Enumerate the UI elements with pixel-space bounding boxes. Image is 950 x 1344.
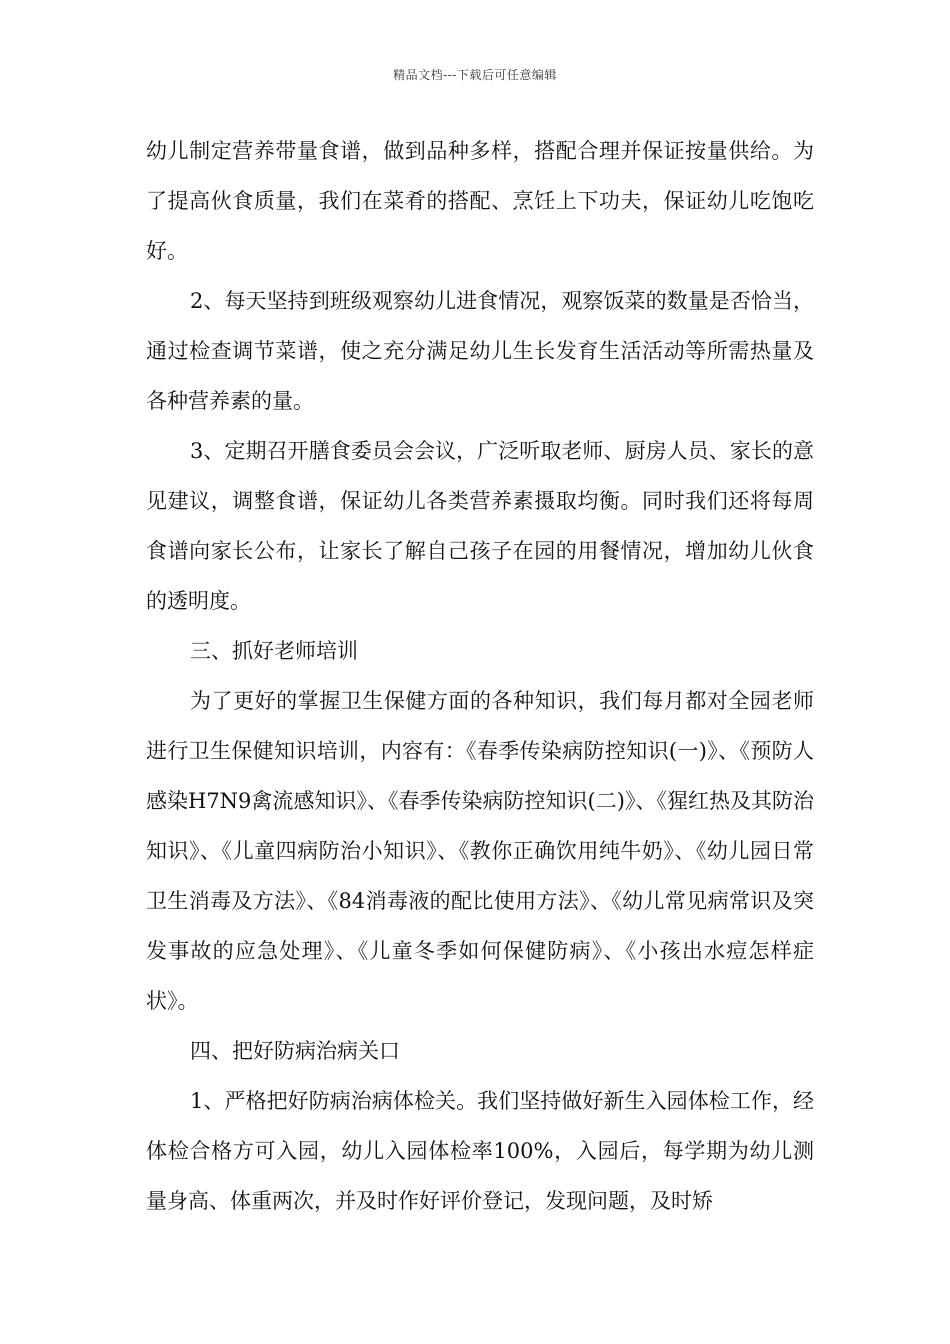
page-header: 精品文档---下载后可任意编辑 xyxy=(393,68,557,82)
paragraph-training-topics: 为了更好的掌握卫生保健方面的各种知识，我们每月都对全园老师进行卫生保健知识培训，内容有：《春季传染病防控知识(一)》、《预防人感染H7N9禽流感知识》、《春季传染病防控知识(二)》、《猩红热及其防治知识》、《儿童四病防治小知识》、《教你正确饮用纯牛奶》、《幼儿园日常卫生消毒及方法》、《84消毒液的配比使用方法》、《幼儿常见病常识及突发事故的应急处理》、《儿童冬季如何保健防病》、《小孩出水痘怎样症状》。 xyxy=(146,689,814,1013)
paragraph-meal-observation: 2、每天坚持到班级观察幼儿进食情况，观察饭菜的数量是否恰当，通过检查调节菜谱，使之充分满足幼儿生长发育生活活动等所需热量及各种营养素的量。 xyxy=(146,289,814,413)
paragraph-meal-committee: 3、定期召开膳食委员会会议，广泛听取老师、厨房人员、家长的意见建议，调整食谱，保证幼儿各类营养素摄取均衡。同时我们还将每周食谱向家长公布，让家长了解自己孩子在园的用餐情况，增加幼儿伙食的透明度。 xyxy=(146,439,814,613)
section-heading-disease-prevention: 四、把好防病治病关口 xyxy=(190,1039,400,1063)
paragraph-nutrition-menu: 幼儿制定营养带量食谱，做到品种多样，搭配合理并保证按量供给。为了提高伙食质量，我们在菜肴的搭配、烹饪上下功夫，保证幼儿吃饱吃好。 xyxy=(146,139,814,263)
paragraph-health-checkup: 1、严格把好防病治病体检关。我们坚持做好新生入园体检工作，经体检合格方可入园，幼儿入园体检率100%，入园后，每学期为幼儿测量身高、体重两次，并及时作好评价登记，发现问题，及时矫 xyxy=(146,1089,814,1213)
section-heading-teacher-training: 三、抓好老师培训 xyxy=(190,639,358,663)
document-body xyxy=(146,126,814,1226)
